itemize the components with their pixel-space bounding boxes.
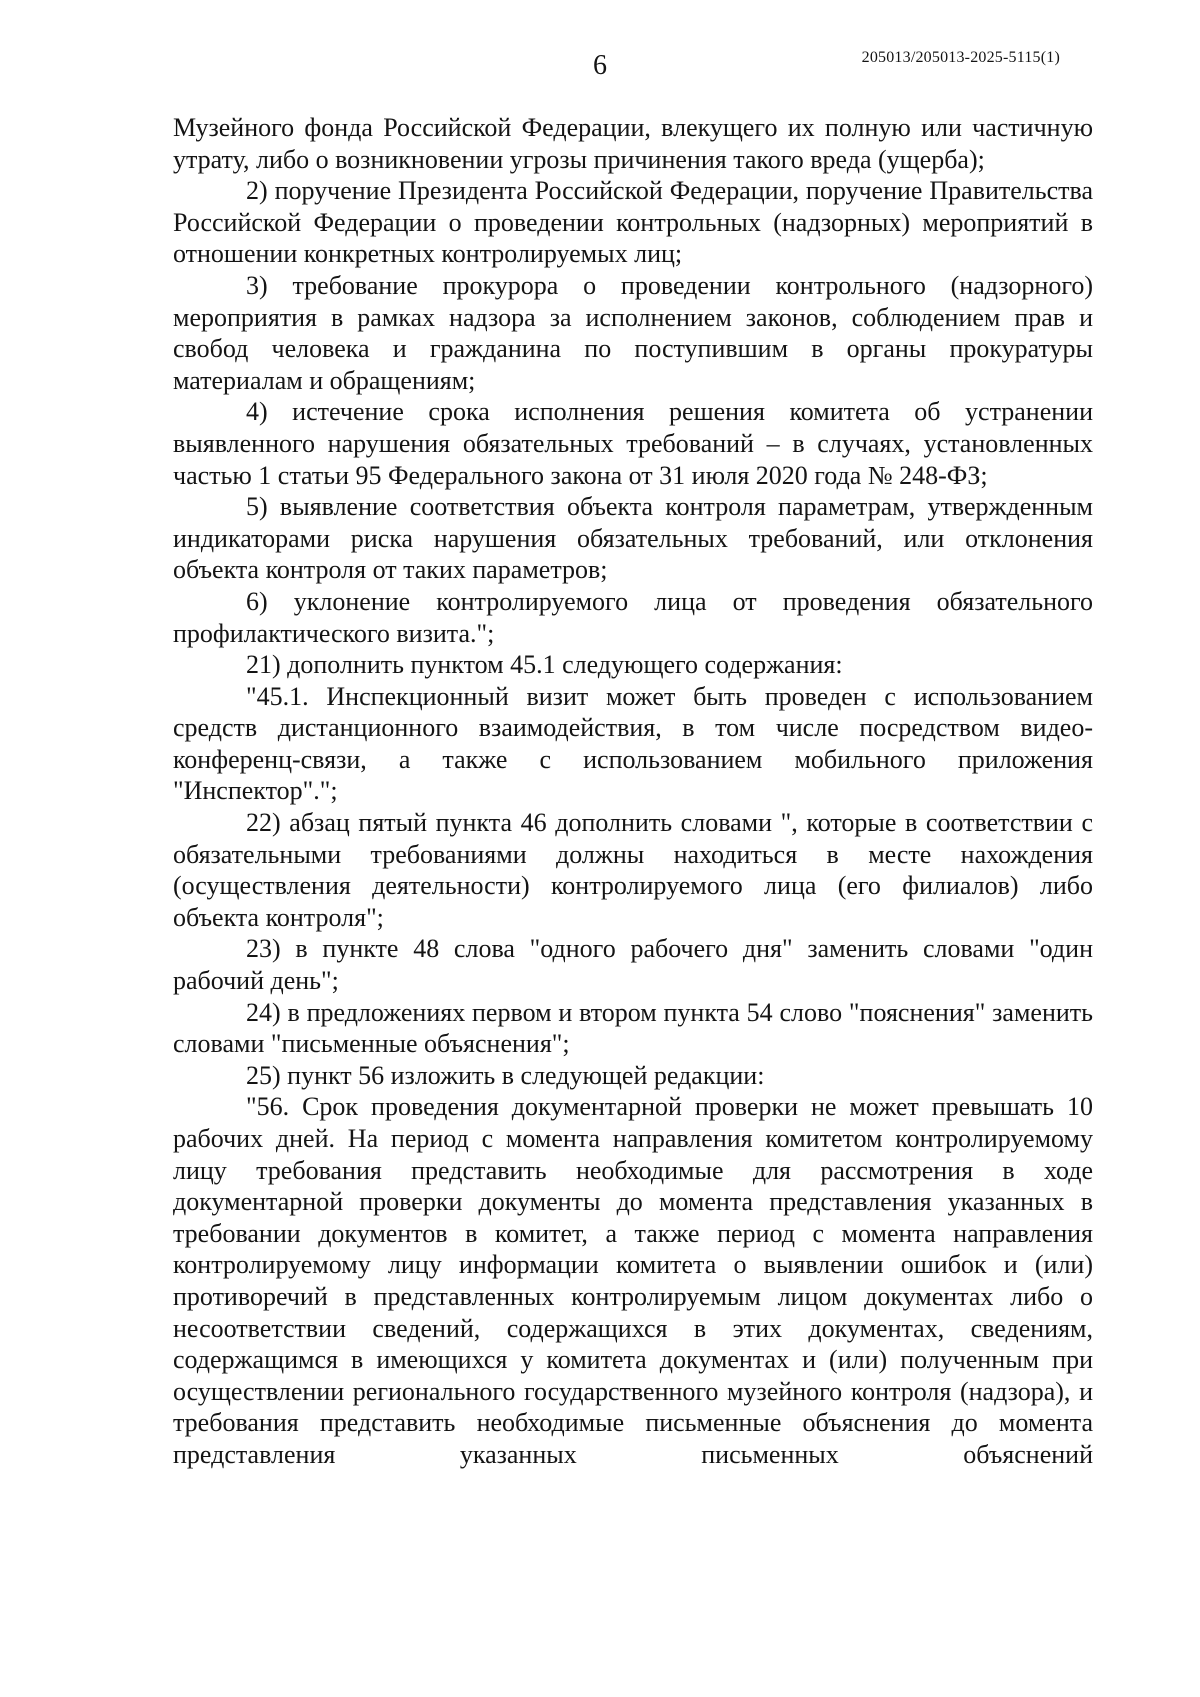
paragraph-amendment-21: 21) дополнить пунктом 45.1 следующего содержания:: [246, 650, 843, 680]
paragraph-item-3: 3) требование прокурора о проведении контрольного (надзорного) мероприятия в рамках надзора за исполнением законов, соблюдением прав и свобод человека и гражданина по поступившим в органы прокуратуры материалам и обращениям;: [173, 270, 1093, 395]
paragraph-amendment-25: 25) пункт 56 изложить в следующей редакции:: [246, 1060, 765, 1090]
paragraph-amendment-22: 22) абзац пятый пункта 46 дополнить словами ", которые в соответствии с обязательными требованиями должны находиться в месте нахождения (осуществления деятельности) контролируемого лица (его филиалов) либо объекта контроля";: [173, 808, 1093, 932]
page-number: 6: [593, 50, 607, 81]
paragraph-amendment-23: 23) в пункте 48 слова "одного рабочего дня" заменить словами "один рабочий день";: [173, 934, 1093, 996]
document-body: [173, 112, 1093, 1471]
paragraph-item-4: 4) истечение срока исполнения решения комитета об устранении выявленного нарушения обязательных требований – в случаях, установленных частью 1 статьи 95 Федерального закона от 31 июля 2020 года № 248-ФЗ;: [173, 397, 1093, 490]
document-code: 205013/205013-2025-5115(1): [861, 49, 1060, 66]
paragraph-amendment-24: 24) в предложениях первом и втором пункта 54 слово "пояснения" заменить словами "письменные объяснения";: [173, 997, 1093, 1059]
paragraph-1-continuation: Музейного фонда Российской Федерации, влекущего их полную или частичную утрату, либо о возникновении угрозы причинения такого вреда (ущерба);: [173, 113, 1093, 174]
paragraph-item-5: 5) выявление соответствия объекта контроля параметрам, утвержденным индикаторами риска нарушения обязательных требований, или отклонения объекта контроля от таких параметров;: [173, 492, 1093, 585]
paragraph-item-2: 2) поручение Президента Российской Федерации, поручение Правительства Российской Федерации о проведении контрольных (надзорных) мероприятий в отношении конкретных контролируемых лиц;: [173, 176, 1093, 269]
paragraph-clause-56: "56. Срок проведения документарной проверки не может превышать 10 рабочих дней. На период с момента направления комитетом контролируемому лицу требования представить необходимые для рассмотрения в ходе документарной проверки документы до момента представления указанных в требовании документов в комитет, а также период с момента направления контролируемому лицу информации комитета о выявлении ошибок и (или) противоречий в представленных контролируемым лицом документах либо о несоответствии сведений, содержащихся в этих документах, сведениям, содержащимся в имеющихся у комитета документах и (или) полученным при осуществлении регионального государственного музейного контроля (надзора), и требования представить необходимые письменные объяснения до момента представления указанных письменных объяснений: [173, 1092, 1093, 1469]
paragraph-clause-45-1: "45.1. Инспекционный визит может быть проведен с использованием средств дистанционного взаимодействия, в том числе посредством видео-конференц-связи, а также с использованием мобильного приложения "Инспектор".";: [173, 681, 1093, 806]
paragraph-item-6: 6) уклонение контролируемого лица от проведения обязательного профилактического визита.";: [173, 586, 1093, 648]
